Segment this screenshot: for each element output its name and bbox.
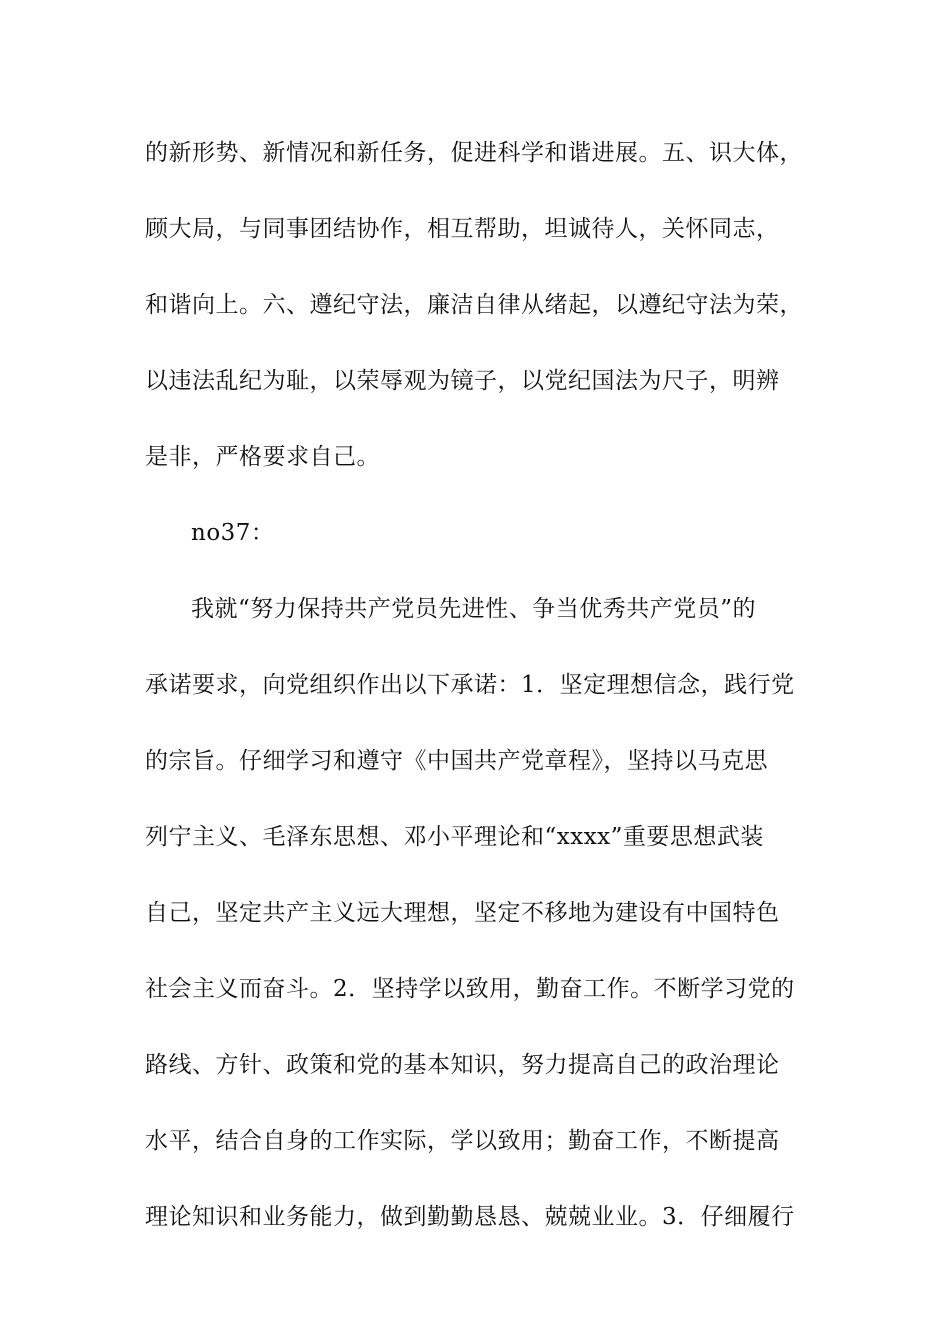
text-line: 是非，严格要求自己。 — [145, 444, 380, 470]
text-line: 的宗旨。仔细学习和遵守《中国共产党章程》，坚持以马克思 — [145, 748, 768, 774]
text-line: 和谐向上。六、遵纪守法，廉洁自律从绪起，以遵纪守法为荣， — [145, 292, 803, 318]
text-line: 的新形势、新情况和新任务，促进科学和谐进展。五、识大体， — [145, 140, 803, 166]
text-line: 顾大局，与同事团结协作，相互帮助，坦诚待人，关怀同志， — [145, 216, 780, 242]
document-body — [145, 133, 835, 1273]
text-line: 水平，结合自身的工作实际，学以致用；勤奋工作，不断提高 — [145, 1128, 780, 1154]
text-line: 承诺要求，向党组织作出以下承诺：1．坚定理想信念，践行党 — [145, 672, 795, 698]
text-line: 以违法乱纪为耻，以荣辱观为镜子，以党纪国法为尺子，明辨 — [145, 368, 780, 394]
text-line: 社会主义而奋斗。2．坚持学以致用，勤奋工作。不断学习党的 — [145, 976, 795, 1002]
text-line: 理论知识和业务能力，做到勤勤恳恳、兢兢业业。3．仔细履行 — [145, 1204, 795, 1230]
text-line: 自己，坚定共产主义远大理想，坚定不移地为建设有中国特色 — [145, 900, 780, 926]
text-line: 路线、方针、政策和党的基本知识，努力提高自己的政治理论 — [145, 1052, 780, 1078]
text-line: 列宁主义、毛泽东思想、邓小平理论和“xxxx”重要思想武装 — [145, 824, 764, 850]
section-heading: no37： — [191, 520, 275, 546]
text-line: 我就“努力保持共产党员先进性、争当优秀共产党员”的 — [191, 596, 757, 622]
